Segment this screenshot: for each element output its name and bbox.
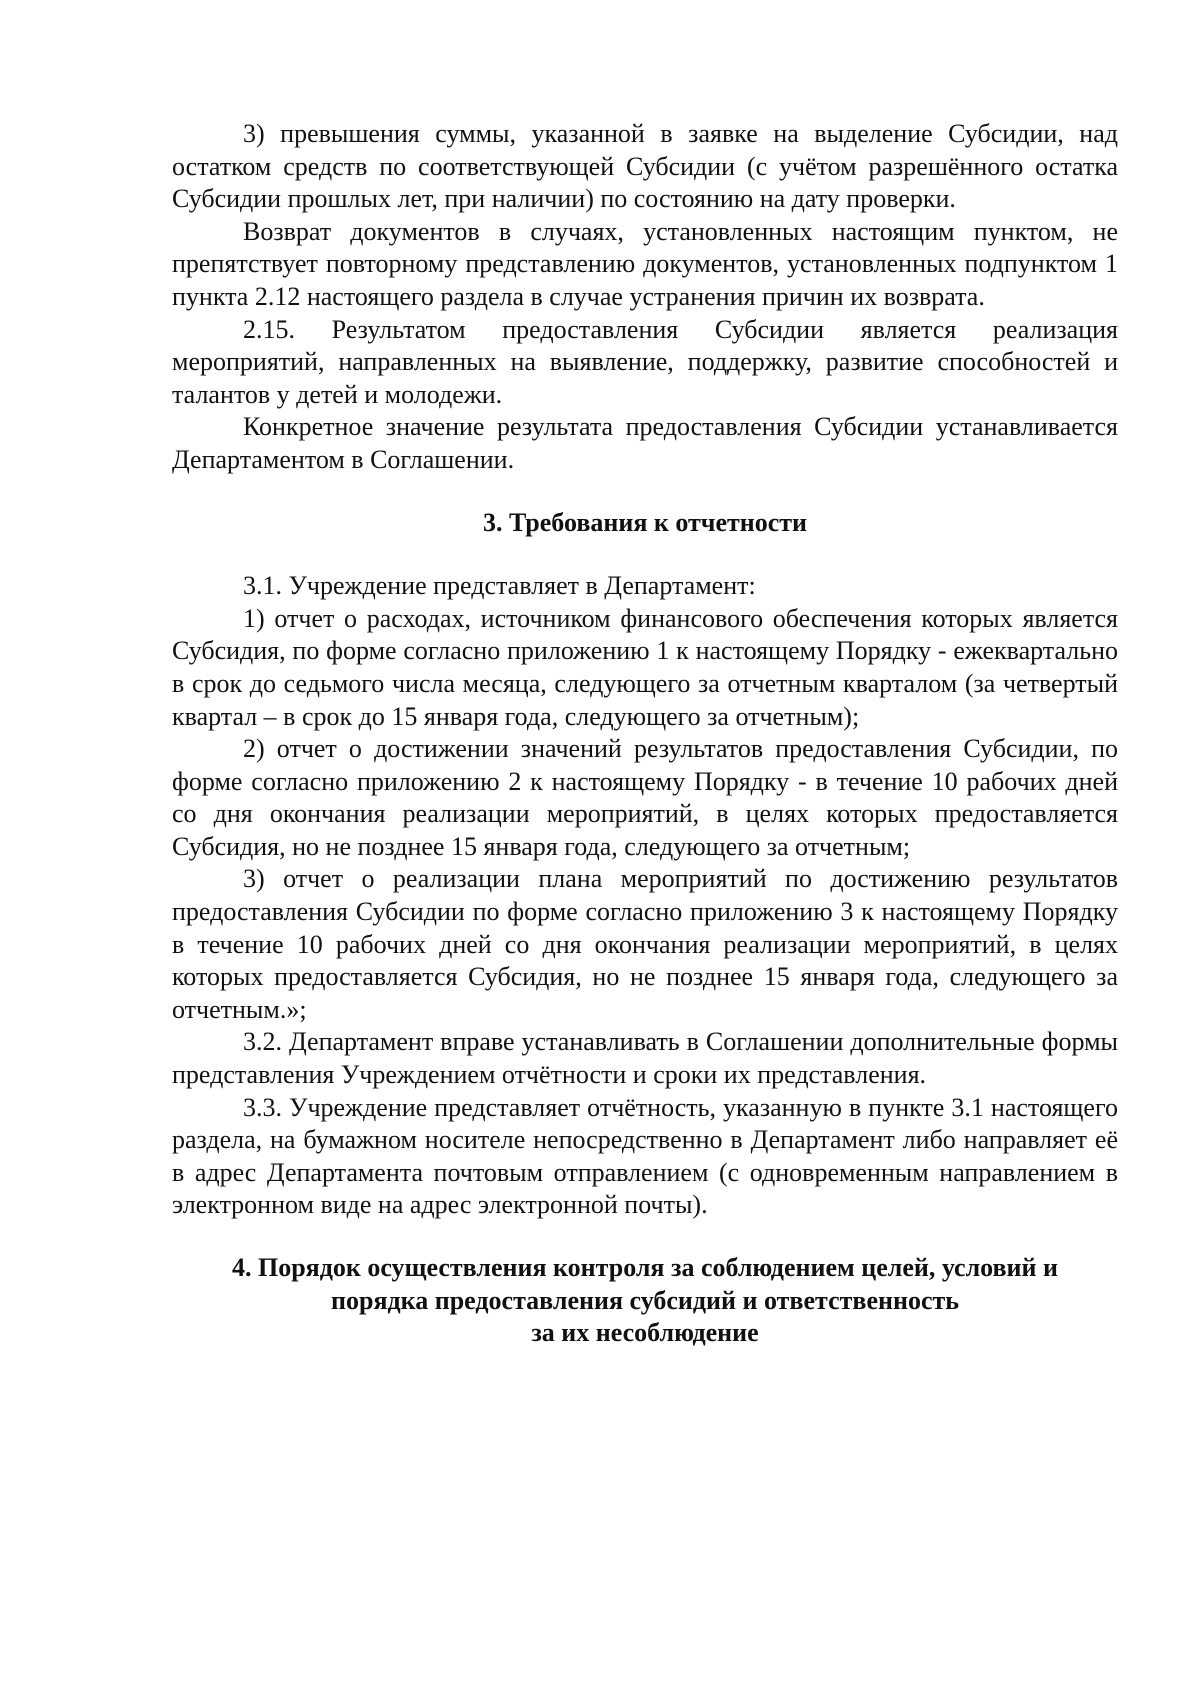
section-4-heading-line-3: за их несоблюдение (531, 1318, 759, 1348)
paragraph-2-15-result: 2.15. Результатом предоставления Субсидии является реализация мероприятий, направленных на выявление, поддержку, развитие способностей и талантов у детей и молодежи. (172, 314, 1118, 409)
paragraph-3-2: 3.2. Департамент вправе устанавливать в Соглашении дополнительные формы представления Учреждением отчётности и сроки их представления. (172, 1027, 1118, 1090)
paragraph-document-return: Возврат документов в случаях, установленных настоящим пунктом, не препятствует повторному представлению документов, установленных подпунктом 1 пункта 2.12 настоящего раздела в случае устранения причин их возврата. (172, 216, 1118, 311)
paragraph-3-1-item-2: 2) отчет о достижении значений результатов предоставления Субсидии, по форме согласно приложению 2 к настоящему Порядку - в течение 10 рабочих дней со дня окончания реализации мероприятий, в целях которых предоставляется Субсидия, но не позднее 15 января года, следующего за отчетным; (172, 734, 1118, 861)
paragraph-3-1: 3.1. Учреждение представляет в Департамент: (243, 571, 756, 601)
paragraph-3-1-item-1: 1) отчет о расходах, источником финансового обеспечения которых является Субсидия, по форме согласно приложению 1 к настоящему Порядку - ежеквартально в срок до седьмого числа месяца, следующего за отчетным кварталом (за четвертый квартал – в срок до 15 января года, следующего за отчетным); (172, 603, 1118, 731)
document-body (172, 118, 1118, 1350)
section-4-heading-line-2: порядка предоставления субсидий и ответственность (331, 1285, 959, 1315)
section-3-heading: 3. Требования к отчетности (482, 507, 808, 537)
section-4-heading (172, 1252, 1118, 1350)
paragraph-item-3-excess-amount: 3) превышения суммы, указанной в заявке на выделение Субсидии, над остатком средств по соответствующей Субсидии (с учётом разрешённого остатка Субсидии прошлых лет, при наличии) по состоянию на дату проверки. (172, 119, 1118, 214)
paragraph-result-value: Конкретное значение результата предоставления Субсидии устанавливается Департаментом в Соглашении. (172, 412, 1118, 474)
section-4-heading-line-1: 4. Порядок осуществления контроля за соблюдением целей, условий и (231, 1253, 1059, 1282)
paragraph-3-1-item-3: 3) отчет о реализации плана мероприятий по достижению результатов предоставления Субсидии по форме согласно приложению 3 к настоящему Порядку в течение 10 рабочих дней со дня окончания реализации мероприятий, в целях которых предоставляется Субсидия, но не позднее 15 января года, следующего за отчетным.»; (172, 864, 1118, 1024)
paragraph-3-3: 3.3. Учреждение представляет отчётность, указанную в пункте 3.1 настоящего раздела, на бумажном носителе непосредственно в Департамент либо направляет её в адрес Департамента почтовым отправлением (с одновременным направлением в электронном виде на адрес электронной почты). (172, 1092, 1118, 1220)
